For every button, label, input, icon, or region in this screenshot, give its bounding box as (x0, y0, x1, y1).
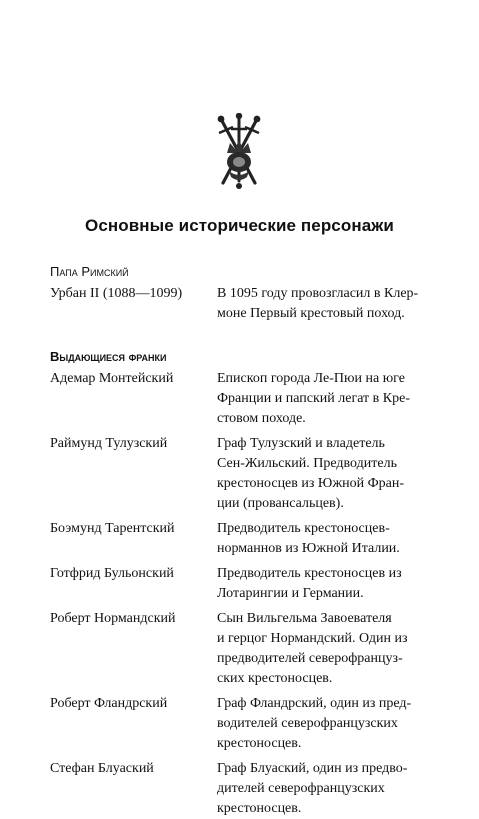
description-line: крестоносцев из Южной Фран- (217, 476, 405, 491)
character-entry (50, 609, 440, 689)
description-line: Предводитель крестоносцев- (217, 521, 390, 536)
description-line: Франции и папский легат в Кре- (217, 391, 410, 406)
character-description (217, 369, 440, 429)
description-line: Граф Блуаский, один из предво- (217, 761, 408, 776)
description-line: предводителей северофранцуз- (217, 651, 403, 666)
description-line: Епископ города Ле-Пюи на юге (217, 371, 405, 386)
character-entry (50, 519, 440, 559)
character-description (217, 564, 440, 604)
character-name: Стефан Блуаский (50, 761, 154, 776)
description-line: Сен-Жильский. Предводитель (217, 456, 397, 471)
character-entry (50, 694, 440, 754)
page-title: Основные исторические персонажи (85, 216, 394, 235)
description-line: ских крестоносцев. (217, 671, 333, 686)
character-description (217, 519, 440, 559)
character-description (217, 609, 440, 689)
description-line: норманнов из Южной Италии. (217, 541, 400, 556)
character-list (50, 262, 440, 819)
description-line: В 1095 году провозгласил в Клер- (217, 286, 419, 301)
description-line: Лотарингии и Германии. (217, 586, 364, 601)
character-description (217, 284, 440, 324)
description-line: моне Первый крестовый поход. (217, 306, 405, 321)
character-entry (50, 759, 440, 819)
description-line: Граф Тулузский и владетель (217, 436, 385, 451)
description-line: крестоносцев. (217, 801, 302, 816)
character-entry (50, 564, 440, 604)
character-name: Боэмунд Тарентский (50, 521, 175, 536)
description-line: Предводитель крестоносцев из (217, 566, 402, 581)
character-name: Роберт Нормандский (50, 611, 176, 626)
description-line: Сын Вильгельма Завоевателя (217, 611, 392, 626)
character-name: Готфрид Бульонский (50, 566, 174, 581)
character-entry (50, 369, 440, 429)
description-line: Граф Фландрский, один из пред- (217, 696, 412, 711)
description-line: стовом походе. (217, 411, 306, 426)
description-line: крестоносцев. (217, 736, 302, 751)
character-name: Роберт Фландрский (50, 696, 168, 711)
character-description (217, 694, 440, 754)
character-entry (50, 284, 440, 324)
crossed-swords-crown-icon (213, 113, 265, 193)
character-name: Раймунд Тулузский (50, 436, 168, 451)
section-heading: Выдающиеся франки (50, 349, 167, 364)
character-entry (50, 434, 440, 514)
character-name: Урбан II (1088—1099) (50, 286, 183, 301)
description-line: ции (провансальцев). (217, 496, 344, 511)
section (50, 262, 440, 324)
character-description (217, 759, 440, 819)
section (50, 347, 440, 819)
character-name: Адемар Монтейский (50, 371, 174, 386)
section-heading: Папа Римский (50, 264, 129, 279)
description-line: водителей северофранцузских (217, 716, 398, 731)
description-line: дителей северофранцузских (217, 781, 385, 796)
character-description (217, 434, 440, 514)
description-line: и герцог Нормандский. Один из (217, 631, 408, 646)
